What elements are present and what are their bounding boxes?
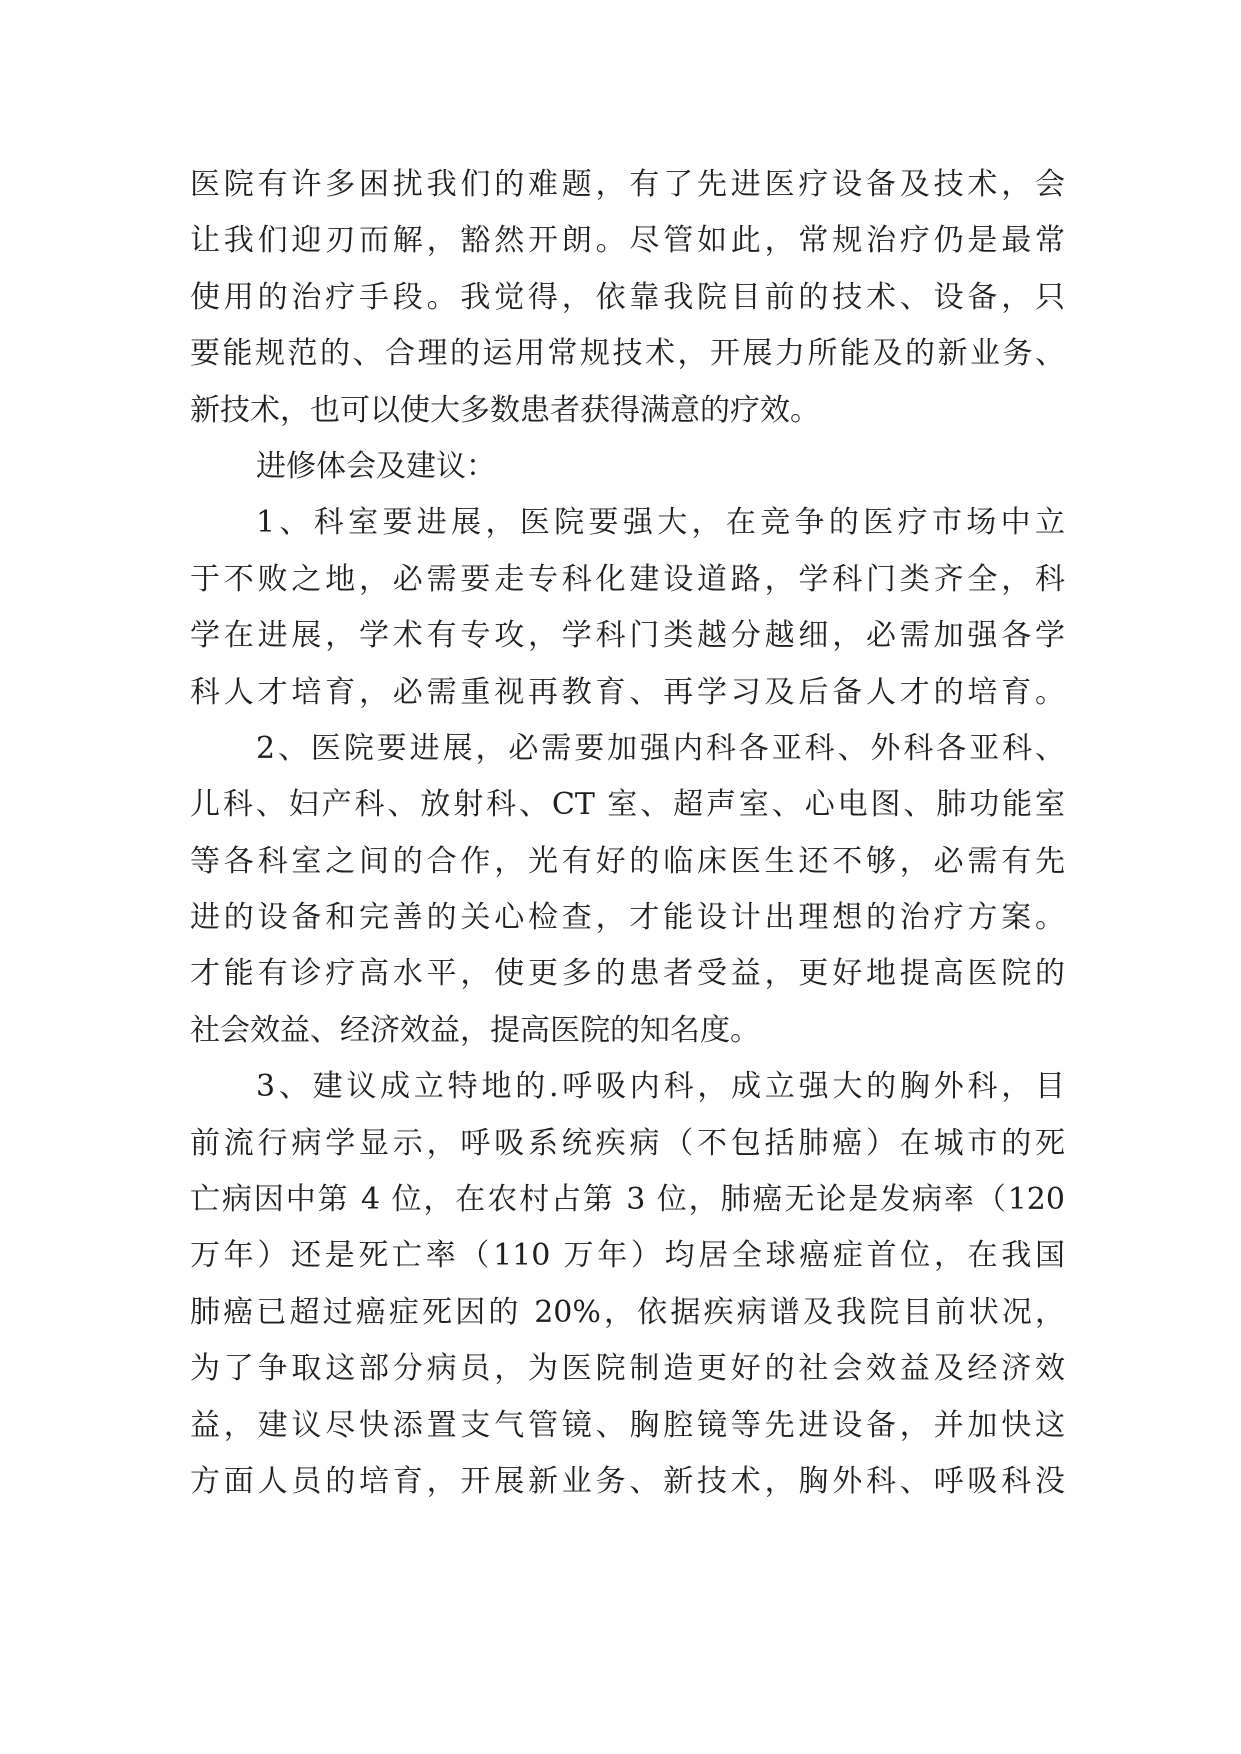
text-line: 进修体会及建议： — [256, 448, 496, 484]
text-line: 使用的治疗手段。我觉得，依靠我院目前的技术、设备，只 — [190, 279, 1065, 315]
text-line: 要能规范的、合理的运用常规技术，开展力所能及的新业务、 — [190, 336, 1065, 372]
text-line: 前流行病学显示，呼吸系统疾病（不包括肺癌）在城市的死 — [190, 1125, 1065, 1161]
text-line: 儿科、妇产科、放射科、CT 室、超声室、心电图、肺功能室 — [190, 787, 1065, 823]
text-line: 进的设备和完善的关心检查，才能设计出理想的治疗方案。 — [190, 900, 1065, 936]
text-line: 万年）还是死亡率（110 万年）均居全球癌症首位，在我国 — [190, 1238, 1065, 1274]
text-line: 等各科室之间的合作，光有好的临床医生还不够，必需有先 — [190, 843, 1065, 879]
text-line: 1、科室要进展，医院要强大，在竞争的医疗市场中立 — [256, 505, 1065, 541]
text-line: 亡病因中第 4 位，在农村占第 3 位，肺癌无论是发病率（120 — [190, 1182, 1065, 1218]
text-line: 让我们迎刃而解，豁然开朗。尽管如此，常规治疗仍是最常 — [190, 223, 1065, 259]
text-line: 2、医院要进展，必需要加强内科各亚科、外科各亚科、 — [256, 730, 1065, 766]
text-line: 学在进展，学术有专攻，学科门类越分越细，必需加强各学 — [190, 618, 1065, 654]
text-line: 社会效益、经济效益，提高医院的知名度。 — [190, 1012, 760, 1048]
text-line: 于不败之地，必需要走专科化建设道路，学科门类齐全，科 — [190, 561, 1065, 597]
text-line: 医院有许多困扰我们的难题，有了先进医疗设备及技术，会 — [190, 167, 1065, 202]
document-body — [190, 157, 1065, 1510]
text-line: 为了争取这部分病员，为医院制造更好的社会效益及经济效 — [190, 1351, 1065, 1387]
text-line: 方面人员的培育，开展新业务、新技术，胸外科、呼吸科没 — [190, 1463, 1065, 1499]
text-line: 新技术，也可以使大多数患者获得满意的疗效。 — [190, 392, 820, 428]
text-line: 才能有诊疗高水平，使更多的患者受益，更好地提高医院的 — [190, 956, 1065, 992]
text-line: 3、建议成立特地的.呼吸内科，成立强大的胸外科，目 — [256, 1069, 1065, 1105]
text-line: 肺癌已超过癌症死因的 20%，依据疾病谱及我院目前状况， — [190, 1294, 1065, 1330]
text-line: 益，建议尽快添置支气管镜、胸腔镜等先进设备，并加快这 — [190, 1407, 1065, 1443]
text-line: 科人才培育，必需重视再教育、再学习及后备人才的培育。 — [190, 674, 1065, 710]
